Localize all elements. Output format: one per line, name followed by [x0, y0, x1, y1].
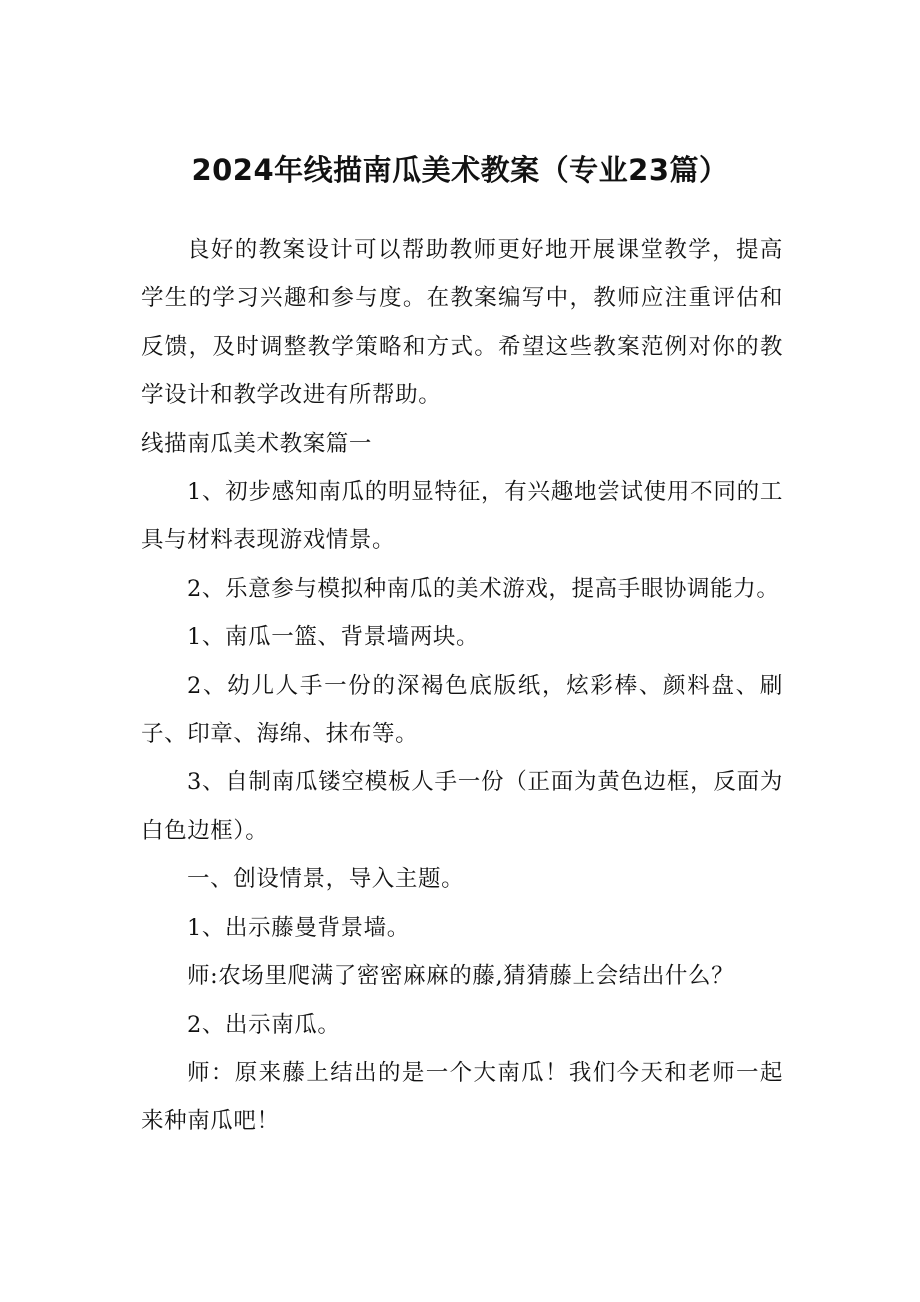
process-step-heading: 一、创设情景，导入主题。 — [187, 866, 465, 893]
document-title: 2024年线描南瓜美术教案（专业23篇） — [191, 153, 729, 187]
process-step-2: 2、出示南瓜。 — [187, 1011, 341, 1038]
teacher-dialogue-1: 师:农场里爬满了密密麻麻的藤,猜猜藤上会结出什么？ — [187, 963, 735, 990]
goal-item-2: 2、乐意参与模拟种南瓜的美术游戏，提高手眼协调能力。 — [187, 575, 780, 602]
material-item-2: 2、幼儿人手一份的深褐色底版纸，炫彩棒、颜料盘、刷子、印章、海绵、抹布等。 — [141, 672, 783, 748]
teacher-dialogue-2: 师：原来藤上结出的是一个大南瓜！我们今天和老师一起来种南瓜吧！ — [141, 1059, 783, 1135]
goal-item-1: 1、初步感知南瓜的明显特征，有兴趣地尝试使用不同的工具与材料表现游戏情景。 — [141, 479, 783, 554]
document-body — [141, 226, 783, 1146]
process-step-1: 1、出示藤曼背景墙。 — [187, 914, 410, 941]
material-item-1: 1、南瓜一篮、背景墙两块。 — [187, 624, 480, 651]
material-item-3: 3、自制南瓜镂空模板人手一份（正面为黄色边框，反面为白色边框）。 — [141, 769, 783, 844]
section-heading: 线描南瓜美术教案篇一 — [141, 430, 373, 457]
intro-paragraph: 良好的教案设计可以帮助教师更好地开展课堂教学，提高学生的学习兴趣和参与度。在教案编写中，教师应注重评估和反馈，及时调整教学策略和方式。希望这些教案范例对你的教学设计和教学改进有所帮助。 — [141, 237, 783, 409]
